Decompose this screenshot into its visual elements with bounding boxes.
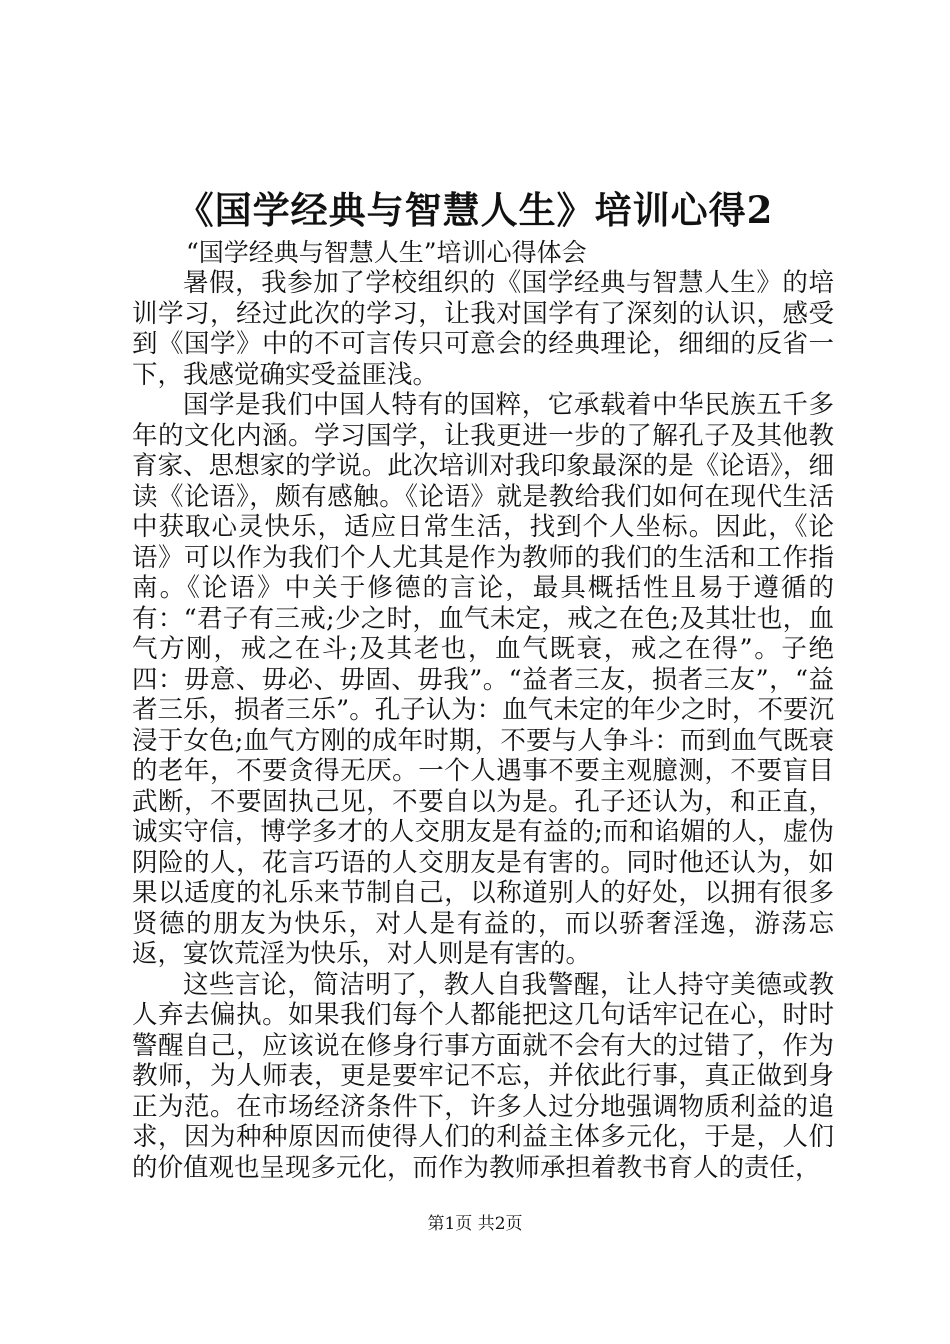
paragraph-3: 这些言论，简洁明了，教人自我警醒，让人持守美德或教人弃去偏执。如果我们每个人都能把这几句话牢记在心，时时警醒自己，应该说在修身行事方面就不会有大的过错了，作为教师，为人师表，更是要牢记不忘，并依此行事，真正做到身正为范。在市场经济条件下，许多人过分地强调物质利益的追求，因为种种原因而使得人们的利益主体多元化，于是，人们的价值观也呈现多元化，而作为教师承担着教书育人的责任， [132, 969, 834, 1183]
page-number-footer: 第1页 共2页 [427, 1214, 523, 1234]
paragraph-2: 国学是我们中国人特有的国粹，它承载着中华民族五千多年的文化内涵。学习国学，让我更进一步的了解孔子及其他教育家、思想家的学说。此次培训对我印象最深的是《论语》，细读《论语》，颇有感触。《论语》就是教给我们如何在现代生活中获取心灵快乐，适应日常生活，找到个人坐标。因此，《论语》可以作为我们个人尤其是作为教师的我们的生活和工作指南。《论语》中关于修德的言论，最具概括性且易于遵循的有：“君子有三戒;少之时，血气未定，戒之在色;及其壮也，血气方刚，戒之在斗;及其老也，血气既衰，戒之在得”。子绝四：毋意、毋必、毋固、毋我”。“益者三友，损者三友”，“益者三乐，损者三乐”。孔子认为：血气未定的年少之时，不要沉浸于女色;血气方刚的成年时期，不要与人争斗：而到血气既衰的老年，不要贪得无厌。一个人遇事不要主观臆测，不要盲目武断，不要固执己见，不要自以为是。孔子还认为，和正直，诚实守信，博学多才的人交朋友是有益的;而和谄媚的人，虚伪阴险的人，花言巧语的人交朋友是有害的。同时他还认为，如果以适度的礼乐来节制自己，以称道别人的好处，以拥有很多贤德的朋友为快乐，对人是有益的，而以骄奢淫逸，游荡忘返，宴饮荒淫为快乐，对人则是有害的。 [132, 390, 834, 969]
paragraph-1: 暑假，我参加了学校组织的《国学经典与智慧人生》的培训学习，经过此次的学习，让我对国学有了深刻的认识，感受到《国学》中的不可言传只可意会的经典理论，细细的反省一下，我感觉确实受益匪浅。 [132, 268, 834, 390]
document-body [132, 268, 834, 1183]
document-subtitle: “国学经典与智慧人生”培训心得体会 [186, 238, 587, 267]
document-title: 《国学经典与智慧人生》培训心得2 [176, 188, 774, 232]
